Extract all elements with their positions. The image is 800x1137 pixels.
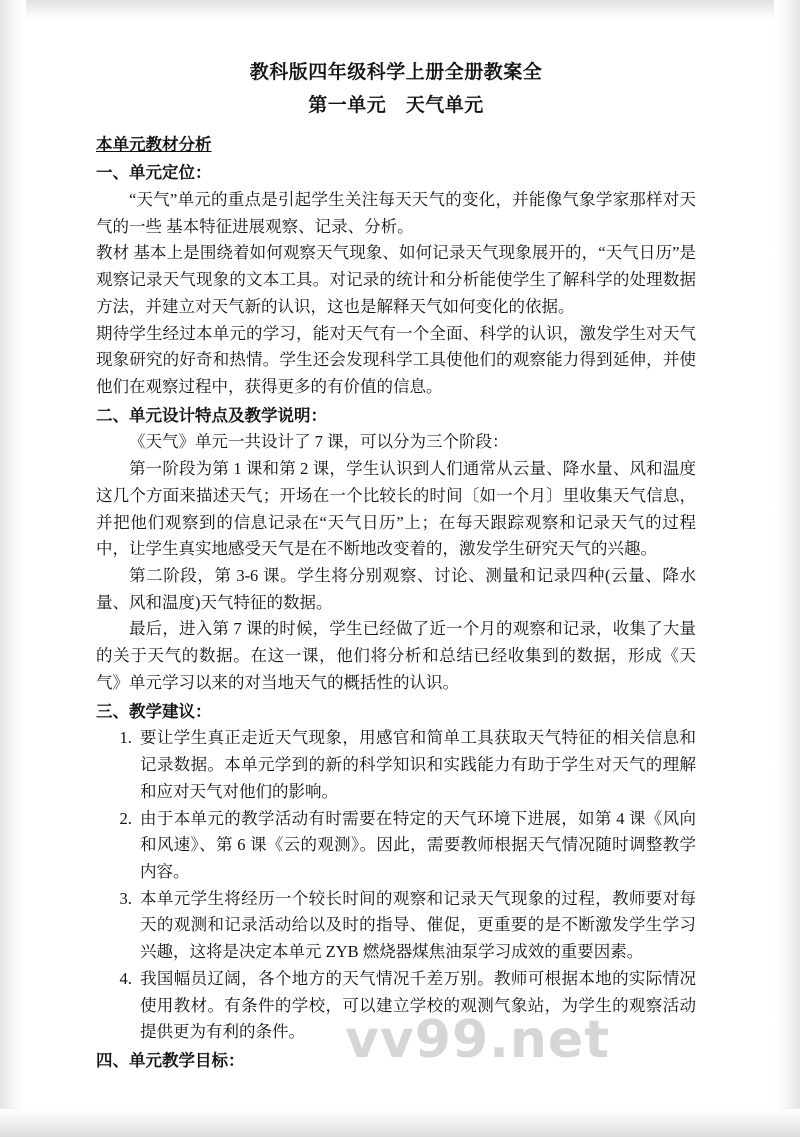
scan-edge-top — [0, 0, 800, 22]
section-heading-4: 四、单元教学目标： — [96, 1050, 245, 1070]
section-2-paragraph-1: 《天气》单元一共设计了 7 课，可以分为三个阶段： — [129, 432, 509, 452]
section-heading-1: 一、单元定位： — [96, 163, 212, 183]
document-subtitle: 第一单元 天气单元 — [308, 94, 484, 116]
section-heading-2: 二、单元设计特点及教学说明： — [96, 405, 327, 425]
section-1-paragraph-1: “天气”单元的重点是引起学生关注每天天气的变化，并能像气象学家那样对天气的一些 基本特征进展观察、记录、分析。 — [96, 189, 696, 236]
watermark: vv99.net — [345, 1010, 611, 1070]
section-1-paragraph-2: 教材 基本上是围绕着如何观察天气现象、如何记录天气现象展开的，“天气日历”是观察记录天气现象的文本工具。对记录的统计和分析能使学生了解科学的处理数据方法，并建立对天气新的认识，这也是解释天气如何变化的依据。 — [96, 243, 696, 316]
section-1-paragraph-3: 期待学生经过本单元的学习，能对天气有一个全面、科学的认识，激发学生对天气现象研究的好奇和热情。学生还会发现科学工具使他们的观察能力得到延伸，并使他们在观察过程中，获得更多的有价值的信息。 — [96, 323, 696, 396]
list-item: 4. 我国幅员辽阔，各个地方的天气情况千差万别。教师可根据本地的实际情况使用教材。有条件的学校，可以建立学校的观测气象站，为学生的观察活动提供更为有利的条件。 — [136, 966, 696, 1046]
scan-edge-right — [774, 0, 800, 1137]
document-body — [96, 58, 696, 1075]
section-2-paragraph-3: 第二阶段，第 3-6 课。学生将分别观察、讨论、测量和记录四种(云量、降水量、风和温度)天气特征的数据。 — [96, 566, 696, 612]
scan-edge-left — [0, 0, 26, 1137]
document-title: 教科版四年级科学上册全册教案全 — [249, 62, 543, 83]
teaching-suggestions-list — [96, 725, 696, 1046]
scan-edge-bottom — [0, 1109, 800, 1137]
list-item: 2. 由于本单元的教学活动有时需要在特定的天气环境下进展，如第 4 课《风向和风速》、第 6 课《云的观测》。因此，需要教师根据天气情况随时调整教学内容。 — [136, 806, 696, 886]
section-2-paragraph-4: 最后，进入第 7 课的时候，学生已经做了近一个月的观察和记录，收集了大量的关于天气的数据。在这一课，他们将分析和总结已经收集到的数据，形成《天气》单元学习以来的对当地天气的概括性的认识。 — [96, 619, 696, 692]
section-heading-3: 三、教学建议： — [96, 701, 212, 721]
list-item: 3. 本单元学生将经历一个较长时间的观察和记录天气现象的过程，教师要对每天的观测和记录活动给以及时的指导、催促，更重要的是不断激发学生学习兴趣，这将是决定本单元 ZYB 燃烧器煤焦油泵学习成效的重要因素。 — [136, 886, 696, 966]
section-2-paragraph-2: 第一阶段为第 1 课和第 2 课，学生认识到人们通常从云量、降水量、风和温度这几个方面来描述天气；开场在一个比较长的时间〔如一个月〕里收集天气信息，并把他们观察到的信息记录在“天气日历”上；在每天跟踪观察和记录天气的过程中，让学生真实地感受天气是在不断地改变着的，激发学生研究天气的兴趣。 — [96, 459, 696, 559]
unit-analysis-heading: 本单元教材分析 — [96, 134, 212, 154]
list-item: 1. 要让学生真正走近天气现象，用感官和简单工具获取天气特征的相关信息和记录数据。本单元学到的新的科学知识和实践能力有助于学生对天气的理解和应对天气对他们的影响。 — [136, 725, 696, 805]
